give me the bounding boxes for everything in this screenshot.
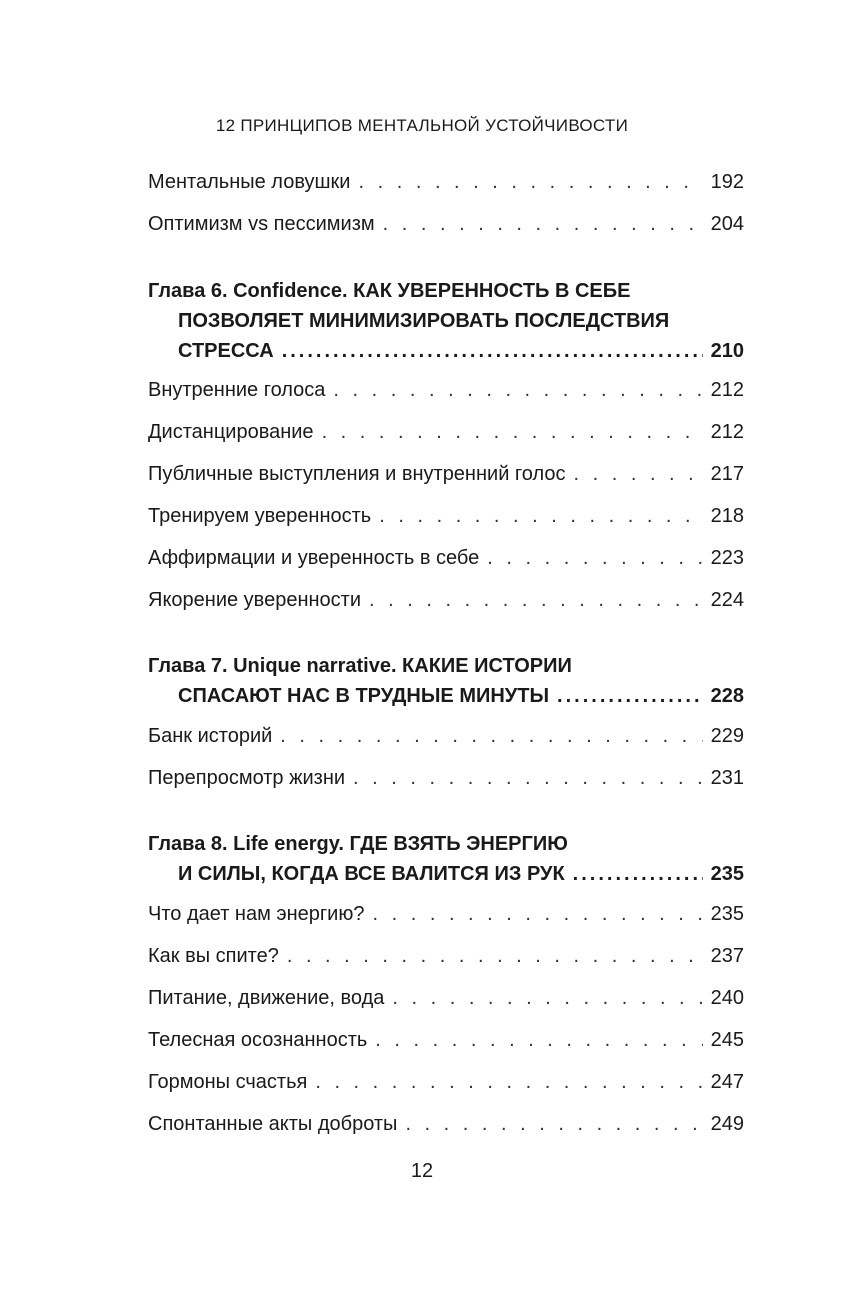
chapter-title-line: ПОЗВОЛЯЕТ МИНИМИЗИРОВАТЬ ПОСЛЕДСТВИЯ [178, 310, 670, 332]
dot-leader [322, 418, 703, 446]
dot-leader [557, 681, 703, 711]
dot-leader [487, 544, 702, 572]
toc-entry-page: 224 [710, 589, 744, 611]
dot-leader [372, 900, 702, 928]
toc-entry-label: Банк историй [148, 725, 273, 747]
dot-leader [383, 210, 703, 238]
toc-entry[interactable] [148, 168, 744, 196]
toc-entry-label: Внутренние голоса [148, 379, 326, 401]
toc-entry[interactable] [148, 722, 744, 750]
chapter-title-line: И СИЛЫ, КОГДА ВСЕ ВАЛИТСЯ ИЗ РУК [178, 863, 565, 885]
dot-leader [369, 586, 703, 614]
toc-entry-label: Спонтанные акты доброты [148, 1113, 398, 1135]
chapter-page: 235 [710, 863, 744, 885]
toc-entry-label: Аффирмации и уверенность в себе [148, 547, 480, 569]
toc-entry-page: 217 [710, 463, 744, 485]
dot-leader [375, 1026, 702, 1054]
toc-entry-label: Питание, движение, вода [148, 987, 385, 1009]
toc-entry[interactable] [148, 1068, 744, 1096]
toc-entry-page: 229 [710, 725, 744, 747]
toc-entry-page: 212 [710, 421, 744, 443]
dot-leader [573, 460, 702, 488]
toc-entry[interactable] [148, 460, 744, 488]
toc-entry-label: Ментальные ловушки [148, 171, 351, 193]
toc-entry-label: Оптимизм vs пессимизм [148, 213, 375, 235]
toc-entry-page: 223 [710, 547, 744, 569]
toc-entry-page: 204 [710, 213, 744, 235]
chapter-page: 228 [710, 685, 744, 707]
dot-leader [282, 336, 703, 366]
toc-entry-page: 237 [710, 945, 744, 967]
dot-leader [358, 168, 702, 196]
toc-entry[interactable] [148, 1110, 744, 1138]
dot-leader [315, 1068, 702, 1096]
dot-leader [333, 376, 702, 404]
dot-leader [379, 502, 702, 530]
dot-leader [392, 984, 702, 1012]
toc-entry[interactable] [148, 764, 744, 792]
toc-entry[interactable] [148, 210, 744, 238]
toc-entry-page: 235 [710, 903, 744, 925]
chapter-title-line: СТРЕССА [178, 340, 274, 362]
toc-entry-label: Публичные выступления и внутренний голос [148, 463, 566, 485]
toc-entry-label: Телесная осознанность [148, 1029, 368, 1051]
toc-entry-label: Тренируем уверенность [148, 505, 372, 527]
toc-entry[interactable] [148, 418, 744, 446]
running-head: 12 ПРИНЦИПОВ МЕНТАЛЬНОЙ УСТОЙЧИВОСТИ [215, 116, 629, 135]
dot-leader [573, 859, 703, 889]
toc-entry[interactable] [148, 900, 744, 928]
dot-leader [280, 722, 702, 750]
chapter-title-line: Глава 8. Life energy. ГДЕ ВЗЯТЬ ЭНЕРГИЮ [148, 833, 568, 855]
dot-leader [405, 1110, 702, 1138]
toc-entry[interactable] [148, 544, 744, 572]
toc-entry[interactable] [148, 502, 744, 530]
toc-entry-page: 249 [710, 1113, 744, 1135]
toc-entry-label: Что дает нам энергию? [148, 903, 365, 925]
chapter-8-heading[interactable] [148, 829, 744, 889]
toc-entry-label: Перепросмотр жизни [148, 767, 346, 789]
toc-entry-page: 212 [710, 379, 744, 401]
chapter-page: 210 [710, 340, 744, 362]
chapter-7-heading[interactable] [148, 651, 744, 711]
chapter-title-line: Глава 7. Unique narrative. КАКИЕ ИСТОРИИ [148, 655, 572, 677]
chapter-6-heading[interactable] [148, 276, 744, 366]
dot-leader [287, 942, 703, 970]
toc-entry-page: 247 [710, 1071, 744, 1093]
toc-entry-page: 240 [710, 987, 744, 1009]
chapter-title-line: СПАСАЮТ НАС В ТРУДНЫЕ МИНУТЫ [178, 685, 550, 707]
toc-entry[interactable] [148, 942, 744, 970]
toc-entry-page: 192 [710, 171, 744, 193]
toc-entry[interactable] [148, 984, 744, 1012]
toc-entry-label: Дистанцирование [148, 421, 314, 443]
dot-leader [353, 764, 703, 792]
toc-entry-page: 231 [710, 767, 744, 789]
toc-entry-label: Якорение уверенности [148, 589, 361, 611]
chapter-title-line: Глава 6. Confidence. КАК УВЕРЕННОСТЬ В СЕБЕ [148, 280, 631, 302]
toc-entry[interactable] [148, 1026, 744, 1054]
toc-entry-label: Гормоны счастья [148, 1071, 308, 1093]
toc-entry[interactable] [148, 586, 744, 614]
toc-entry-label: Как вы спите? [148, 945, 279, 967]
page-number: 12 [410, 1160, 434, 1182]
toc-entry[interactable] [148, 376, 744, 404]
toc-entry-page: 245 [710, 1029, 744, 1051]
toc-entry-page: 218 [710, 505, 744, 527]
